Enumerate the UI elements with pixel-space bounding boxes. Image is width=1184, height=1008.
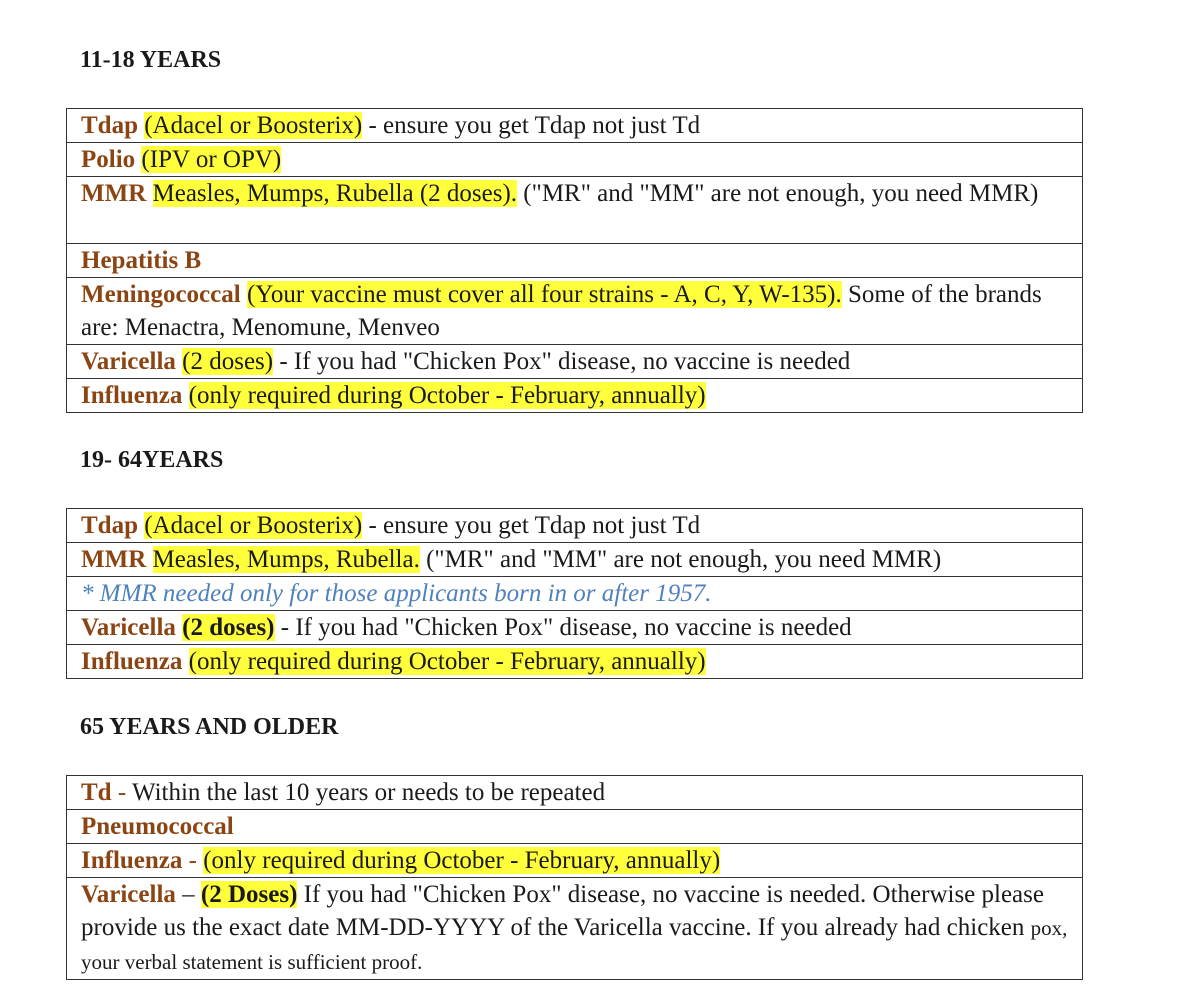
- vaccine-highlight: Measles, Mumps, Rubella (2 doses).: [152, 180, 518, 207]
- table-row: [67, 244, 1083, 278]
- vaccine-name: Pneumococcal: [81, 813, 234, 840]
- vaccine-highlight: (only required during October - February, annually): [188, 382, 706, 409]
- vaccine-name: Varicella: [81, 614, 176, 641]
- vaccine-name: Influenza: [81, 847, 183, 874]
- table-row: [67, 177, 1083, 244]
- table-row: [67, 345, 1083, 379]
- table-row: [67, 543, 1083, 577]
- vaccine-highlight: (Adacel or Boosterix): [144, 512, 363, 539]
- section-heading-11-18: 11-18 YEARS: [80, 47, 222, 73]
- vaccine-text: Within the last 10 years or needs to be repeated: [131, 779, 606, 806]
- separator-dash: –: [175, 881, 201, 908]
- vaccine-text-small: pox, your verbal statement is sufficient proof.: [81, 916, 1068, 974]
- vaccine-name: Td: [81, 779, 112, 806]
- vaccine-highlight: (only required during October - February, annually): [188, 648, 706, 675]
- vaccine-text: If you had "Chicken Pox" disease, no vaccine is needed. Otherwise please provide us the exact date MM-DD-YYYY of the Varicella vaccine. If you already had chicken: [81, 881, 1044, 941]
- vaccine-table-65-older: [66, 775, 1083, 980]
- vaccine-table-11-18: [66, 108, 1083, 413]
- vaccine-text: Some of the brands are: Menactra, Menomune, Menveo: [81, 281, 1042, 341]
- table-row: [67, 278, 1083, 345]
- vaccine-name: Varicella: [81, 881, 176, 908]
- vaccine-text: ("MR" and "MM" are not enough, you need MMR): [419, 546, 942, 573]
- vaccine-highlight: (2 doses): [182, 348, 274, 375]
- table-row: [67, 143, 1083, 177]
- vaccine-name: Hepatitis B: [81, 247, 202, 274]
- table-row: [67, 109, 1083, 143]
- vaccine-name: Meningococcal: [81, 281, 241, 308]
- section-heading-19-64: 19- 64YEARS: [80, 447, 224, 473]
- table-row: [67, 776, 1083, 810]
- table-row: [67, 611, 1083, 645]
- table-row: [67, 645, 1083, 679]
- vaccine-text: - If you had "Chicken Pox" disease, no vaccine is needed: [274, 614, 852, 641]
- vaccine-text: - ensure you get Tdap not just Td: [362, 112, 701, 139]
- vaccine-highlight: (Your vaccine must cover all four strains - A, C, Y, W-135).: [246, 281, 842, 308]
- vaccine-name: Polio: [81, 146, 136, 173]
- table-row: [67, 844, 1083, 878]
- vaccine-highlight: (only required during October - February, annually): [203, 847, 721, 874]
- separator-dash: -: [111, 779, 132, 806]
- table-row: [67, 810, 1083, 844]
- vaccine-highlight: (Adacel or Boosterix): [144, 112, 363, 139]
- vaccine-highlight: (IPV or OPV): [141, 146, 282, 173]
- separator-dash: -: [182, 847, 204, 874]
- vaccine-name: MMR: [81, 180, 147, 207]
- vaccine-highlight: Measles, Mumps, Rubella.: [152, 546, 420, 573]
- vaccine-name: Influenza: [81, 382, 183, 409]
- section-heading-65-older: 65 YEARS AND OLDER: [80, 714, 339, 740]
- vaccine-name: Tdap: [81, 112, 138, 139]
- vaccine-table-19-64: [66, 508, 1083, 679]
- table-row: [67, 509, 1083, 543]
- vaccine-name: Varicella: [81, 348, 176, 375]
- vaccine-name: Influenza: [81, 648, 183, 675]
- table-row: [67, 577, 1083, 611]
- vaccine-text: ("MR" and "MM" are not enough, you need MMR): [517, 180, 1039, 207]
- vaccine-text: - If you had "Chicken Pox" disease, no vaccine is needed: [273, 348, 851, 375]
- vaccine-name: Tdap: [81, 512, 138, 539]
- vaccine-highlight: (2 Doses): [200, 881, 298, 908]
- vaccine-highlight: (2 doses): [182, 614, 275, 641]
- mmr-note: * MMR needed only for those applicants born in or after 1957.: [81, 580, 712, 607]
- vaccine-text: - ensure you get Tdap not just Td: [362, 512, 701, 539]
- table-row: [67, 878, 1083, 980]
- table-row: [67, 379, 1083, 413]
- vaccine-name: MMR: [81, 546, 147, 573]
